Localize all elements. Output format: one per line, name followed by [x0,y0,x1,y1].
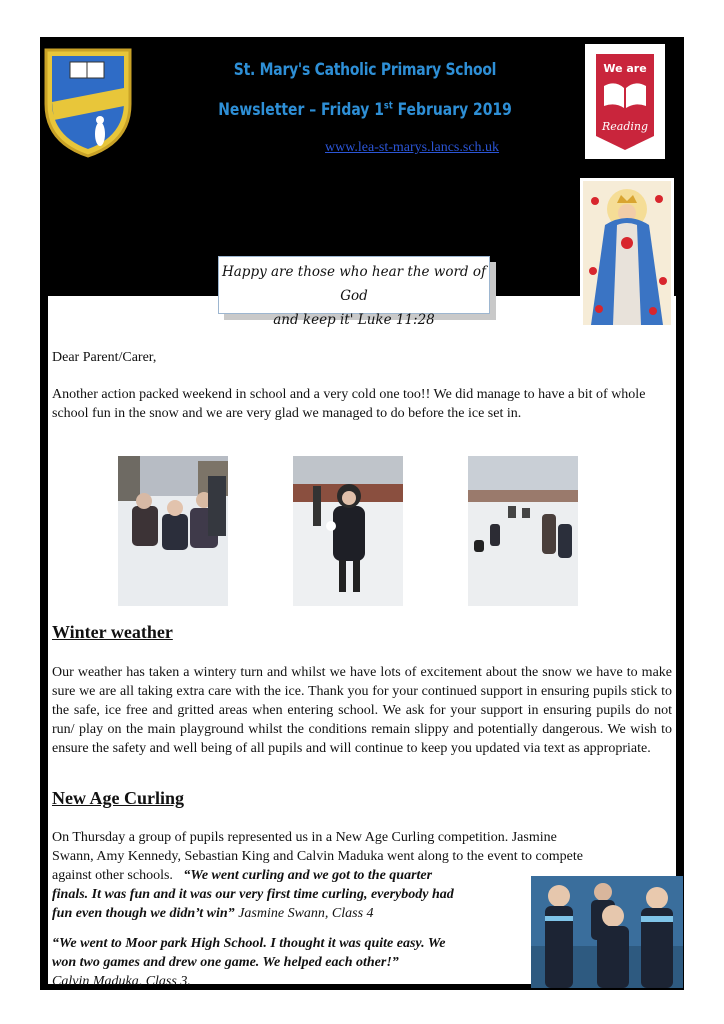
scripture-quote-box [218,256,490,328]
school-crest-logo [40,44,136,160]
scripture-quote-line2: and keep it' Luke 11:28 [273,312,435,328]
snow-photo-2 [293,456,403,606]
winter-weather-heading: Winter weather [52,622,173,642]
winter-weather-paragraph: Our weather has taken a wintery turn and whilst we have lots of excitement about the snow we have to make sure we are all taking extra care with the ice. Thank you for your continued support in ensuring pupils stick to the safe, ice free and gritted areas when entering school. We ask for your support in ensuring pupils do not run/ play on the main playground whilst the conditions remain slippy and potentially dangerous. We wish to ensure the safety and well being of all pupils and will continue to keep you updated via text as appropriate. [52,665,672,756]
curling-heading: New Age Curling [52,788,184,808]
school-website-link[interactable]: www.lea-st-marys.lancs.sch.uk [325,140,500,155]
virgin-mary-image [580,178,674,328]
greeting: Dear Parent/Carer, [52,350,157,365]
snow-photo-1 [118,456,228,606]
snow-photo-3 [468,456,578,606]
svg-text:Reading: Reading [601,119,649,133]
we-are-reading-badge [585,44,665,159]
intro-paragraph: Another action packed weekend in school and a very cold one too!! We did manage to have a bit of whole school fun in the snow and we are very glad we managed to do before the ice set in. [52,387,646,421]
svg-text:We are: We are [603,61,647,75]
curling-quote-2: “We went to Moor park High School. I thought it was quite easy. We won two games and drew one game. We helped each other!” Calvin Maduka, Class 3. [52,936,446,989]
curling-paragraph: On Thursday a group of pupils represented us in a New Age Curling competition. Jasmine Swann, Amy Kennedy, Sebastian King and Calvin Maduka went along to the event to compete against other schools. “We went curling and we got to the quarter finals. It was fun and it was our very first time curling, everybody had fun even though we didn’t win” Jasmine Swann, Class 4 [52,830,583,921]
newsletter-date: Newsletter – Friday 1st February 2019 [218,100,512,120]
school-name: St. Mary's Catholic Primary School [233,60,497,80]
curling-team-photo [531,876,683,988]
scripture-quote-line1: Happy are those who hear the word of God [221,264,486,304]
